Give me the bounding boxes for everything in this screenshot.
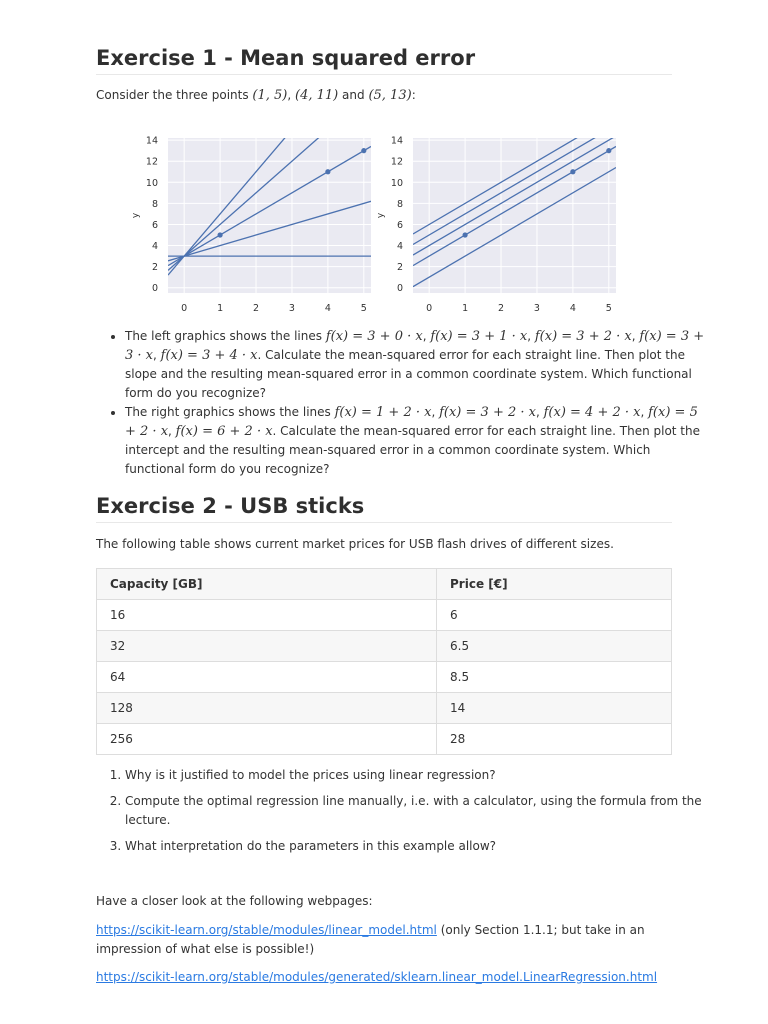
exercise1-charts bbox=[128, 130, 628, 320]
cell-capacity: 128 bbox=[97, 693, 437, 724]
formula: f(x) = 5 + 2 · x bbox=[125, 405, 698, 439]
y-tick-label: 2 bbox=[396, 262, 403, 274]
x-tick-label: 3 bbox=[288, 303, 295, 314]
cell-price: 6 bbox=[437, 600, 672, 631]
table-row bbox=[97, 724, 672, 755]
chart-panel-right bbox=[376, 130, 616, 314]
cell-capacity: 16 bbox=[97, 600, 437, 631]
y-tick-label: 12 bbox=[145, 156, 158, 168]
formula: f(x) = 1 + 2 · x bbox=[334, 405, 432, 420]
data-point bbox=[217, 232, 222, 237]
table-row bbox=[97, 693, 672, 724]
y-tick-label: 14 bbox=[145, 135, 158, 147]
resource-entry-2 bbox=[96, 968, 676, 987]
x-tick-label: 0 bbox=[426, 303, 433, 314]
cell-price: 14 bbox=[437, 693, 672, 724]
price-table bbox=[96, 568, 672, 755]
y-tick-label: 4 bbox=[151, 241, 158, 253]
cell-price: 28 bbox=[437, 724, 672, 755]
linear-model-link[interactable]: https://scikit-learn.org/stable/modules/linear_model.html bbox=[96, 923, 437, 937]
y-axis-label: y bbox=[131, 212, 141, 219]
x-tick-label: 1 bbox=[462, 303, 469, 314]
resources-intro: Have a closer look at the following webpages: bbox=[96, 894, 373, 908]
table-row bbox=[97, 600, 672, 631]
exercise1-intro: Consider the three points (1, 5), (4, 11) and (5, 13): bbox=[96, 88, 416, 103]
data-point bbox=[325, 169, 330, 174]
y-tick-label: 8 bbox=[396, 198, 403, 210]
exercise1-heading: Exercise 1 - Mean squared error bbox=[96, 46, 672, 75]
y-tick-label: 8 bbox=[151, 198, 158, 210]
formula: f(x) = 3 + 1 · x bbox=[430, 329, 528, 344]
y-tick-label: 14 bbox=[390, 135, 403, 147]
task-left-graphic: • The left graphics shows the lines f(x) = 3 + 0 · x, f(x) = 3 + 1 · x, f(x) = 3 + 2 · x, f(x) = 3 + 3 · x, f(x) = 3 + 4 · x. Calculate the mean-squared error for each straight line. Then plot the slope and the resulting mean-squared error in a common coordinate system. Which functional form do you recognize? bbox=[125, 327, 705, 403]
data-point bbox=[462, 232, 467, 237]
x-tick-label: 3 bbox=[533, 303, 540, 314]
exercise1-task-list bbox=[96, 327, 705, 479]
point-2: (4, 11) bbox=[295, 88, 339, 103]
formula: f(x) = 6 + 2 · x bbox=[175, 424, 273, 439]
x-tick-label: 2 bbox=[498, 303, 505, 314]
y-tick-label: 6 bbox=[396, 219, 403, 231]
cell-capacity: 64 bbox=[97, 662, 437, 693]
resource-entry-1 bbox=[96, 921, 676, 959]
y-axis-label: y bbox=[376, 212, 386, 219]
table-row bbox=[97, 662, 672, 693]
x-tick-label: 1 bbox=[217, 303, 224, 314]
formula: f(x) = 3 + 3 · x bbox=[125, 329, 705, 363]
x-tick-label: 2 bbox=[253, 303, 260, 314]
y-tick-label: 0 bbox=[151, 283, 158, 295]
question-item: 1. Why is it justified to model the prices using linear regression? bbox=[125, 766, 705, 785]
cell-price: 8.5 bbox=[437, 662, 672, 693]
chart-panel-left bbox=[131, 130, 371, 314]
linear-regression-link[interactable]: https://scikit-learn.org/stable/modules/generated/sklearn.linear_model.LinearRegression.html bbox=[96, 970, 658, 984]
cell-capacity: 256 bbox=[97, 724, 437, 755]
header-capacity: Capacity [GB] bbox=[97, 569, 437, 600]
formula: f(x) = 4 + 2 · x bbox=[543, 405, 641, 420]
point-1: (1, 5) bbox=[252, 88, 288, 103]
y-tick-label: 6 bbox=[151, 219, 158, 231]
x-tick-label: 0 bbox=[181, 303, 188, 314]
exercise2-heading: Exercise 2 - USB sticks bbox=[96, 494, 672, 523]
question-item: 3. What interpretation do the parameters in this example allow? bbox=[125, 837, 705, 856]
x-tick-label: 4 bbox=[569, 303, 576, 314]
table-row bbox=[97, 631, 672, 662]
resources-links bbox=[96, 921, 676, 996]
header-price: Price [€] bbox=[437, 569, 672, 600]
exercise2-intro: The following table shows current market prices for USB flash drives of different sizes. bbox=[96, 537, 614, 551]
point-3: (5, 13) bbox=[368, 88, 412, 103]
y-tick-label: 0 bbox=[396, 283, 403, 295]
y-tick-label: 10 bbox=[145, 177, 158, 189]
cell-price: 6.5 bbox=[437, 631, 672, 662]
question-item: 2. Compute the optimal regression line manually, i.e. with a calculator, using the formula from the lecture. bbox=[125, 792, 705, 830]
table-header-row bbox=[97, 569, 672, 600]
y-tick-label: 10 bbox=[390, 177, 403, 189]
x-tick-label: 5 bbox=[605, 303, 612, 314]
formula: f(x) = 3 + 2 · x bbox=[439, 405, 536, 420]
data-point bbox=[606, 148, 611, 153]
link-note: (only Section 1.1.1; but take in an impression of what else is possible!) bbox=[96, 923, 645, 956]
y-tick-label: 12 bbox=[390, 156, 403, 168]
formula: f(x) = 3 + 2 · x bbox=[534, 329, 632, 344]
x-tick-label: 5 bbox=[360, 303, 367, 314]
data-point bbox=[570, 169, 575, 174]
cell-capacity: 32 bbox=[97, 631, 437, 662]
task-right-graphic: • The right graphics shows the lines f(x) = 1 + 2 · x, f(x) = 3 + 2 · x, f(x) = 4 + 2 · x, f(x) = 5 + 2 · x, f(x) = 6 + 2 · x. Calculate the mean-squared error for each straight line. Then plot the intercept and the resulting mean-squared error in a common coordinate system. Which functional form do you recognize? bbox=[125, 403, 705, 479]
y-tick-label: 4 bbox=[396, 241, 403, 253]
y-tick-label: 2 bbox=[151, 262, 158, 274]
exercise2-question-list bbox=[96, 766, 705, 863]
formula: f(x) = 3 + 0 · x bbox=[325, 329, 423, 344]
x-tick-label: 4 bbox=[324, 303, 331, 314]
formula: f(x) = 3 + 4 · x bbox=[160, 348, 258, 363]
data-point bbox=[361, 148, 366, 153]
